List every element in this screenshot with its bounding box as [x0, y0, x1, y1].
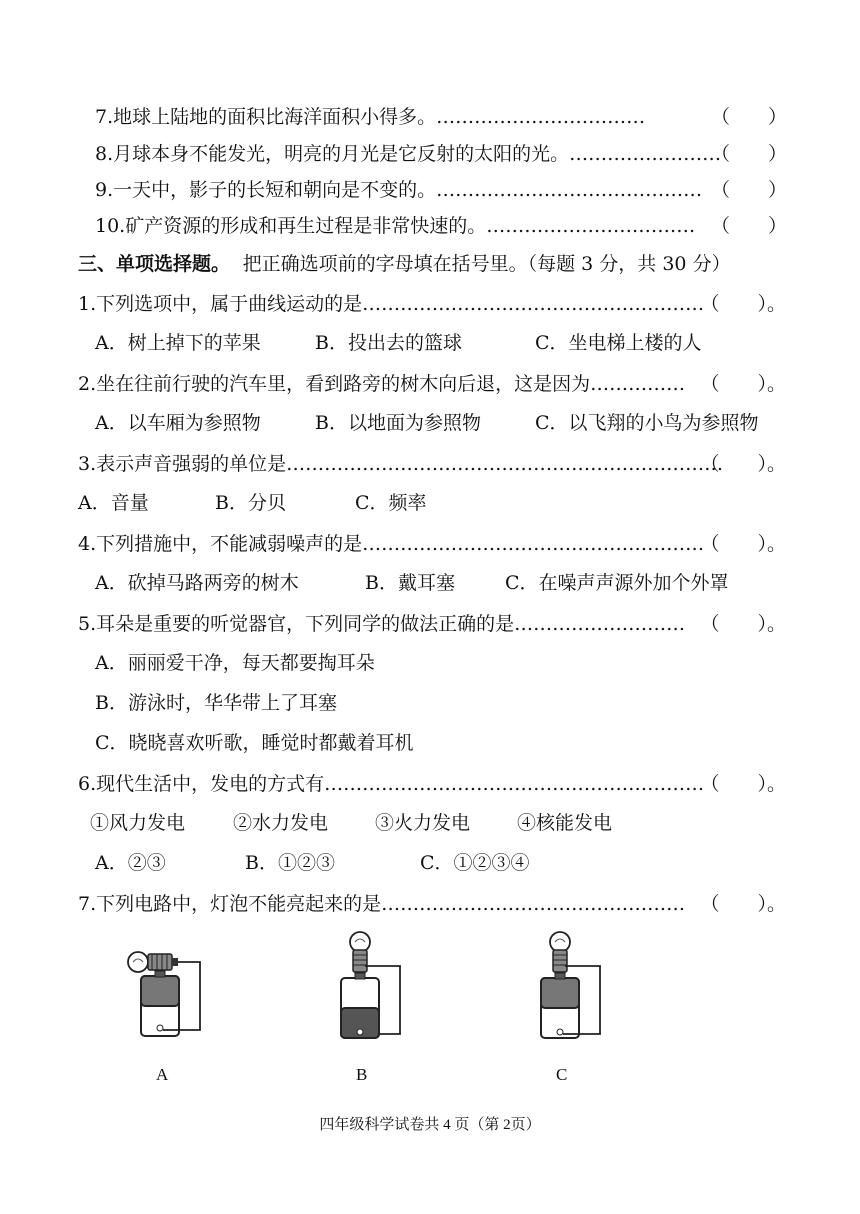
- battery-icon: [341, 973, 379, 1038]
- option-c[interactable]: C．①②③④: [420, 852, 530, 874]
- question-stem: 2.坐在往前行驶的汽车里，看到路旁的树木向后退，这是因为……………: [78, 373, 686, 395]
- question-stem: 4.下列措施中，不能减弱噪声的是………………………………………………: [78, 533, 705, 555]
- option-a[interactable]: A．以车厢为参照物: [95, 412, 261, 434]
- question-stem: 7.下列电路中，灯泡不能亮起来的是…………………………………………: [78, 893, 686, 915]
- option-c[interactable]: C．晓晓喜欢听歌，睡觉时都戴着耳机: [95, 732, 414, 754]
- battery-icon: [141, 971, 179, 1036]
- option-a[interactable]: A．音量: [78, 492, 149, 514]
- option-c[interactable]: C．频率: [355, 492, 427, 514]
- answer-blank[interactable]: （ ）。: [700, 293, 786, 315]
- method-item: ①风力发电: [90, 812, 186, 834]
- answer-blank[interactable]: （ ）。: [700, 373, 786, 395]
- option-a[interactable]: A．树上掉下的苹果: [95, 332, 261, 354]
- question-stem: 6.现代生活中，发电的方式有……………………………………………………: [78, 773, 705, 795]
- option-b[interactable]: B．分贝: [215, 492, 286, 514]
- question-stem: 3.表示声音强弱的单位是……………………………………………………………: [78, 453, 724, 475]
- tf-text: 9.一天中，影子的长短和朝向是不变的。……………………………………: [95, 179, 703, 201]
- bulb-icon: [128, 952, 178, 972]
- answer-blank[interactable]: （ ）: [710, 215, 787, 237]
- tf-text: 8.月球本身不能发光，明亮的月光是它反射的太阳的光。……………………: [95, 143, 722, 165]
- page-footer: 四年级科学试卷共 4 页（第 2页）: [319, 1117, 541, 1133]
- option-c[interactable]: C．坐电梯上楼的人: [535, 332, 702, 354]
- option-c[interactable]: C．在噪声声源外加个外罩: [505, 572, 729, 594]
- method-item: ③火力发电: [375, 812, 471, 834]
- section-instruction: 把正确选项前的字母填在括号里。（每题 3 分，共 30 分）: [242, 253, 731, 275]
- answer-blank[interactable]: （ ）。: [700, 533, 786, 555]
- section-title: 三、单项选择题。: [78, 253, 231, 275]
- answer-blank[interactable]: （ ）。: [700, 453, 786, 475]
- circuit-a-diagram[interactable]: [120, 940, 215, 1045]
- option-b[interactable]: B．游泳时，华华带上了耳塞: [95, 692, 337, 714]
- option-b[interactable]: B．以地面为参照物: [315, 412, 481, 434]
- answer-blank[interactable]: （ ）。: [700, 893, 786, 915]
- answer-blank[interactable]: （ ）: [710, 143, 787, 165]
- circuit-b-diagram[interactable]: [330, 930, 410, 1045]
- battery-icon: [541, 973, 579, 1038]
- circuit-label-a: A: [156, 1065, 169, 1084]
- tf-text: 10.矿产资源的形成和再生过程是非常快速的。……………………………: [95, 215, 696, 237]
- option-a[interactable]: A．砍掉马路两旁的树木: [95, 572, 299, 594]
- option-b[interactable]: B．戴耳塞: [365, 572, 455, 594]
- question-stem: 5.耳朵是重要的听觉器官，下列同学的做法正确的是………………………: [78, 613, 686, 635]
- section-heading: [78, 252, 731, 276]
- question-stem: 1.下列选项中，属于曲线运动的是………………………………………………: [78, 293, 705, 315]
- method-item: ②水力发电: [233, 812, 329, 834]
- option-c[interactable]: C．以飞翔的小鸟为参照物: [535, 412, 759, 434]
- method-item: ④核能发电: [517, 812, 613, 834]
- option-b[interactable]: B．投出去的篮球: [315, 332, 462, 354]
- option-a[interactable]: A．丽丽爱干净，每天都要掏耳朵: [95, 652, 375, 674]
- answer-blank[interactable]: （ ）: [710, 179, 787, 201]
- answer-blank[interactable]: （ ）。: [700, 613, 786, 635]
- answer-blank[interactable]: （ ）。: [700, 773, 786, 795]
- tf-text: 7.地球上陆地的面积比海洋面积小得多。……………………………: [95, 106, 646, 128]
- circuit-label-c: C: [556, 1065, 568, 1084]
- circuit-c-diagram[interactable]: [530, 930, 610, 1045]
- option-b[interactable]: B．①②③: [245, 852, 335, 874]
- answer-blank[interactable]: （ ）: [710, 106, 787, 128]
- circuit-label-b: B: [356, 1065, 368, 1084]
- option-a[interactable]: A．②③: [95, 852, 166, 874]
